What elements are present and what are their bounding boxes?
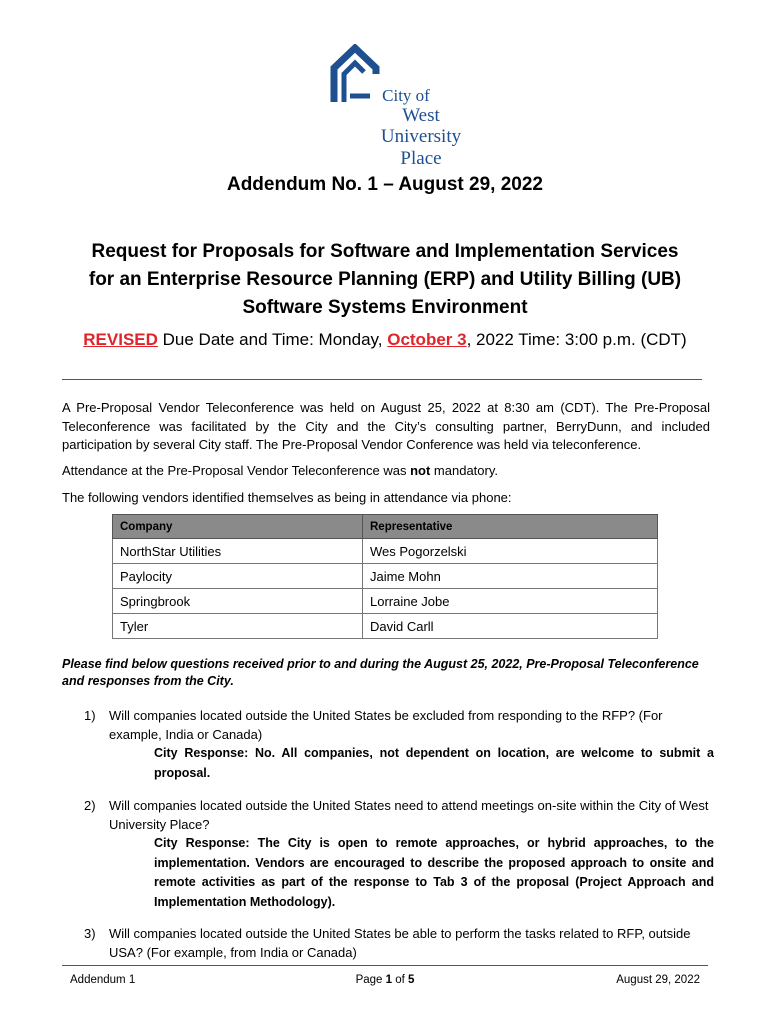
page-mid: of xyxy=(392,974,409,986)
representative-cell: Jaime Mohn xyxy=(363,564,658,589)
city-response: City Response: The City is open to remote approaches, or hybrid approaches, to the implementation. Vendors are encouraged to describe the proposed approach to onsite and remote activities as part of the response to Tab 3 of the proposal (Project Approach and Implementation Methodology). xyxy=(154,836,714,909)
table-header-row xyxy=(113,515,658,539)
teleconference-paragraph: A Pre-Proposal Vendor Teleconference was held on August 25, 2022 at 8:30 am (CDT). The Pre-Proposal Teleconference was facilitated by the City and the City’s consulting partner, BerryDunn, and included participation by several City staff. The Pre-Proposal Vendor Conference was held via teleconference. xyxy=(62,400,710,452)
attendance-paragraph xyxy=(62,462,710,481)
question-text: Will companies located outside the United States be excluded from responding to the RFP? (For example, India or Canada) xyxy=(109,708,663,742)
company-cell: Paylocity xyxy=(113,564,363,589)
attendance-bold: not xyxy=(410,463,431,478)
company-cell: NorthStar Utilities xyxy=(113,539,363,564)
page-prefix: Page xyxy=(355,974,386,986)
column-header-company: Company xyxy=(113,515,363,539)
question-item xyxy=(84,925,714,962)
page-total: 5 xyxy=(408,974,415,986)
representative-cell: Lorraine Jobe xyxy=(363,589,658,614)
question-number: 1) xyxy=(84,708,96,723)
table-row xyxy=(113,614,658,639)
vendors-intro-paragraph: The following vendors identified themselves as being in attendance via phone: xyxy=(62,490,512,505)
footer-left: Addendum 1 xyxy=(70,974,136,986)
question-text: Will companies located outside the United States need to attend meetings on-site within the City of West University Place? xyxy=(109,798,709,832)
rfp-title-line: for an Enterprise Resource Planning (ERP) and Utility Billing (UB) xyxy=(88,269,682,290)
rfp-title xyxy=(40,238,730,322)
representative-cell: Wes Pogorzelski xyxy=(363,539,658,564)
city-logo xyxy=(330,44,462,169)
company-cell: Tyler xyxy=(113,614,363,639)
company-cell: Springbrook xyxy=(113,589,363,614)
due-date: October 3 xyxy=(387,330,467,349)
divider xyxy=(62,379,702,380)
question-item xyxy=(84,797,714,912)
attendance-text-end: mandatory. xyxy=(430,463,498,478)
logo-line-city-of: City of xyxy=(382,86,430,105)
due-text-a: Due Date and Time: Monday, xyxy=(157,330,388,349)
question-text: Will companies located outside the United States be able to perform the tasks related to RFP, outside USA? (For example, from India or Canada) xyxy=(109,926,691,960)
rfp-title-line: Request for Proposals for Software and Implementation Services xyxy=(91,241,679,262)
question-item xyxy=(84,707,714,783)
due-text-b: , 2022 Time: 3:00 p.m. (CDT) xyxy=(466,330,687,349)
revised-due-date xyxy=(0,330,770,350)
city-response: City Response: No. All companies, not dependent on location, are welcome to submit a proposal. xyxy=(154,746,714,780)
representative-cell: David Carll xyxy=(363,614,658,639)
column-header-representative: Representative xyxy=(363,515,658,539)
question-number: 3) xyxy=(84,926,96,941)
addendum-title: Addendum No. 1 – August 29, 2022 xyxy=(226,174,544,195)
table-row xyxy=(113,564,658,589)
logo-line-place: Place xyxy=(400,147,442,169)
rfp-title-line: Software Systems Environment xyxy=(242,297,528,318)
table-row xyxy=(113,539,658,564)
footer-date: August 29, 2022 xyxy=(616,974,700,986)
logo-line-west-university: West University xyxy=(380,105,462,148)
question-number: 2) xyxy=(84,798,96,813)
page-current: 1 xyxy=(385,974,393,986)
footer-divider xyxy=(62,965,708,966)
attendance-text: Attendance at the Pre-Proposal Vendor Teleconference was xyxy=(62,463,411,478)
vendor-table xyxy=(112,514,658,639)
table-row xyxy=(113,589,658,614)
revised-label: REVISED xyxy=(83,330,158,349)
questions-intro: Please find below questions received prior to and during the August 25, 2022, Pre-Proposal Teleconference and responses from the City. xyxy=(62,657,699,688)
